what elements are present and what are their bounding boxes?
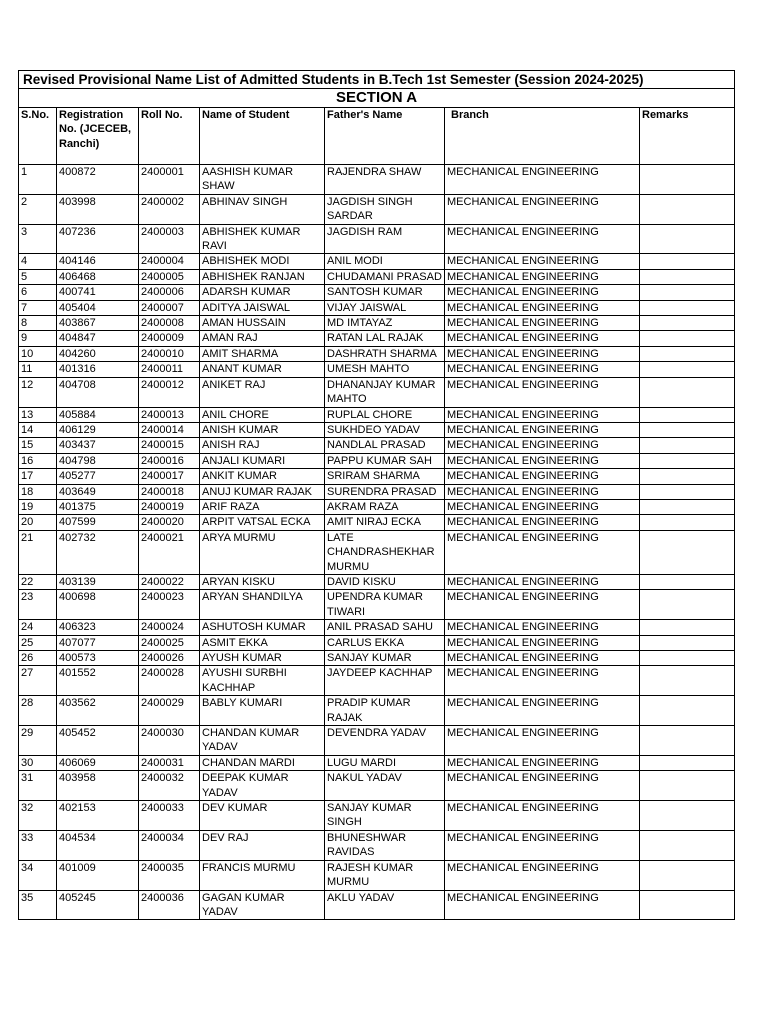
cell-sno: 26: [19, 651, 57, 666]
cell-remarks: [640, 890, 735, 920]
cell-father-name: CARLUS EKKA: [325, 635, 445, 650]
cell-branch: MECHANICAL ENGINEERING: [445, 484, 640, 499]
cell-roll: 2400033: [139, 801, 200, 831]
table-row: [19, 620, 735, 635]
table-row: [19, 860, 735, 890]
cell-branch: MECHANICAL ENGINEERING: [445, 194, 640, 224]
cell-roll: 2400031: [139, 755, 200, 770]
cell-branch: MECHANICAL ENGINEERING: [445, 269, 640, 284]
col-header-sno: S.No.: [19, 108, 57, 165]
cell-branch: MECHANICAL ENGINEERING: [445, 438, 640, 453]
cell-remarks: [640, 377, 735, 407]
table-row: [19, 499, 735, 514]
cell-remarks: [640, 269, 735, 284]
cell-roll: 2400020: [139, 515, 200, 530]
cell-father-name: PRADIP KUMAR RAJAK: [325, 696, 445, 726]
cell-branch: MECHANICAL ENGINEERING: [445, 407, 640, 422]
cell-remarks: [640, 438, 735, 453]
cell-student-name: ABHINAV SINGH: [200, 194, 325, 224]
cell-roll: 2400012: [139, 377, 200, 407]
cell-remarks: [640, 316, 735, 331]
col-header-roll: Roll No.: [139, 108, 200, 165]
cell-registration: 401316: [57, 362, 139, 377]
cell-sno: 21: [19, 530, 57, 574]
cell-sno: 34: [19, 860, 57, 890]
cell-registration: 403998: [57, 194, 139, 224]
cell-sno: 33: [19, 830, 57, 860]
cell-sno: 18: [19, 484, 57, 499]
cell-remarks: [640, 590, 735, 620]
cell-sno: 11: [19, 362, 57, 377]
cell-student-name: ABHISHEK MODI: [200, 254, 325, 269]
cell-registration: 406323: [57, 620, 139, 635]
cell-registration: 400573: [57, 651, 139, 666]
table-row: [19, 285, 735, 300]
cell-remarks: [640, 635, 735, 650]
cell-roll: 2400035: [139, 860, 200, 890]
cell-remarks: [640, 484, 735, 499]
cell-sno: 27: [19, 666, 57, 696]
cell-registration: 407236: [57, 224, 139, 254]
cell-branch: MECHANICAL ENGINEERING: [445, 453, 640, 468]
cell-branch: MECHANICAL ENGINEERING: [445, 726, 640, 756]
cell-registration: 400698: [57, 590, 139, 620]
cell-roll: 2400022: [139, 574, 200, 589]
cell-father-name: DEVENDRA YADAV: [325, 726, 445, 756]
cell-registration: 400741: [57, 285, 139, 300]
cell-registration: 402153: [57, 801, 139, 831]
cell-remarks: [640, 165, 735, 195]
cell-student-name: ADITYA JAISWAL: [200, 300, 325, 315]
cell-remarks: [640, 771, 735, 801]
cell-registration: 405404: [57, 300, 139, 315]
table-row: [19, 224, 735, 254]
cell-sno: 4: [19, 254, 57, 269]
cell-roll: 2400009: [139, 331, 200, 346]
cell-sno: 22: [19, 574, 57, 589]
cell-branch: MECHANICAL ENGINEERING: [445, 331, 640, 346]
cell-branch: MECHANICAL ENGINEERING: [445, 890, 640, 920]
cell-father-name: SRIRAM SHARMA: [325, 469, 445, 484]
table-row: [19, 269, 735, 284]
cell-remarks: [640, 346, 735, 361]
cell-remarks: [640, 362, 735, 377]
col-header-registration: Registration No. (JCECEB, Ranchi): [57, 108, 139, 165]
cell-sno: 29: [19, 726, 57, 756]
section-heading: SECTION A: [19, 89, 735, 108]
cell-roll: 2400036: [139, 890, 200, 920]
cell-student-name: ANIKET RAJ: [200, 377, 325, 407]
cell-student-name: GAGAN KUMAR YADAV: [200, 890, 325, 920]
col-header-father: Father's Name: [325, 108, 445, 165]
cell-roll: 2400005: [139, 269, 200, 284]
cell-student-name: ASMIT EKKA: [200, 635, 325, 650]
cell-remarks: [640, 726, 735, 756]
cell-registration: 404798: [57, 453, 139, 468]
cell-branch: MECHANICAL ENGINEERING: [445, 316, 640, 331]
cell-student-name: ARYAN SHANDILYA: [200, 590, 325, 620]
cell-remarks: [640, 830, 735, 860]
cell-registration: 403649: [57, 484, 139, 499]
table-row: [19, 194, 735, 224]
cell-father-name: RAJENDRA SHAW: [325, 165, 445, 195]
table-row: [19, 346, 735, 361]
cell-branch: MECHANICAL ENGINEERING: [445, 499, 640, 514]
cell-registration: 406129: [57, 422, 139, 437]
cell-roll: 2400016: [139, 453, 200, 468]
cell-branch: MECHANICAL ENGINEERING: [445, 635, 640, 650]
table-row: [19, 515, 735, 530]
cell-registration: 401375: [57, 499, 139, 514]
cell-sno: 28: [19, 696, 57, 726]
cell-student-name: ANISH RAJ: [200, 438, 325, 453]
cell-remarks: [640, 666, 735, 696]
cell-sno: 5: [19, 269, 57, 284]
cell-student-name: ARYA MURMU: [200, 530, 325, 574]
cell-student-name: AMIT SHARMA: [200, 346, 325, 361]
cell-roll: 2400029: [139, 696, 200, 726]
cell-father-name: ANIL MODI: [325, 254, 445, 269]
table-row: [19, 771, 735, 801]
cell-roll: 2400030: [139, 726, 200, 756]
cell-father-name: UMESH MAHTO: [325, 362, 445, 377]
cell-branch: MECHANICAL ENGINEERING: [445, 285, 640, 300]
cell-student-name: ARPIT VATSAL ECKA: [200, 515, 325, 530]
cell-remarks: [640, 331, 735, 346]
table-row: [19, 407, 735, 422]
table-row: [19, 300, 735, 315]
cell-student-name: AMAN RAJ: [200, 331, 325, 346]
cell-registration: 403139: [57, 574, 139, 589]
cell-student-name: ABHISHEK RANJAN: [200, 269, 325, 284]
cell-branch: MECHANICAL ENGINEERING: [445, 377, 640, 407]
table-row: [19, 726, 735, 756]
table-row: [19, 438, 735, 453]
cell-branch: MECHANICAL ENGINEERING: [445, 530, 640, 574]
cell-registration: 404534: [57, 830, 139, 860]
cell-roll: 2400008: [139, 316, 200, 331]
cell-student-name: DEV KUMAR: [200, 801, 325, 831]
cell-sno: 31: [19, 771, 57, 801]
cell-branch: MECHANICAL ENGINEERING: [445, 300, 640, 315]
table-row: [19, 651, 735, 666]
table-row: [19, 316, 735, 331]
cell-registration: 404146: [57, 254, 139, 269]
cell-registration: 407599: [57, 515, 139, 530]
cell-father-name: SANJAY KUMAR: [325, 651, 445, 666]
cell-father-name: SANTOSH KUMAR: [325, 285, 445, 300]
cell-remarks: [640, 755, 735, 770]
cell-sno: 2: [19, 194, 57, 224]
cell-roll: 2400013: [139, 407, 200, 422]
cell-student-name: ANJALI KUMARI: [200, 453, 325, 468]
cell-branch: MECHANICAL ENGINEERING: [445, 469, 640, 484]
cell-student-name: AYUSHI SURBHI KACHHAP: [200, 666, 325, 696]
table-row: [19, 755, 735, 770]
cell-roll: 2400002: [139, 194, 200, 224]
cell-roll: 2400024: [139, 620, 200, 635]
cell-branch: MECHANICAL ENGINEERING: [445, 590, 640, 620]
cell-remarks: [640, 422, 735, 437]
cell-remarks: [640, 696, 735, 726]
cell-sno: 19: [19, 499, 57, 514]
cell-father-name: BHUNESHWAR RAVIDAS: [325, 830, 445, 860]
cell-father-name: DASHRATH SHARMA: [325, 346, 445, 361]
cell-roll: 2400028: [139, 666, 200, 696]
cell-student-name: ARYAN KISKU: [200, 574, 325, 589]
cell-remarks: [640, 469, 735, 484]
cell-registration: 403562: [57, 696, 139, 726]
cell-branch: MECHANICAL ENGINEERING: [445, 254, 640, 269]
cell-branch: MECHANICAL ENGINEERING: [445, 771, 640, 801]
cell-roll: 2400025: [139, 635, 200, 650]
cell-registration: 404260: [57, 346, 139, 361]
cell-student-name: ADARSH KUMAR: [200, 285, 325, 300]
cell-registration: 404847: [57, 331, 139, 346]
cell-sno: 20: [19, 515, 57, 530]
cell-registration: 406069: [57, 755, 139, 770]
cell-sno: 32: [19, 801, 57, 831]
table-row: [19, 377, 735, 407]
cell-registration: 405245: [57, 890, 139, 920]
cell-student-name: CHANDAN KUMAR YADAV: [200, 726, 325, 756]
cell-father-name: DHANANJAY KUMAR MAHTO: [325, 377, 445, 407]
cell-branch: MECHANICAL ENGINEERING: [445, 362, 640, 377]
cell-branch: MECHANICAL ENGINEERING: [445, 224, 640, 254]
cell-sno: 1: [19, 165, 57, 195]
cell-branch: MECHANICAL ENGINEERING: [445, 801, 640, 831]
cell-sno: 16: [19, 453, 57, 468]
table-row: [19, 574, 735, 589]
cell-branch: MECHANICAL ENGINEERING: [445, 666, 640, 696]
cell-registration: 404708: [57, 377, 139, 407]
cell-registration: 405277: [57, 469, 139, 484]
cell-sno: 12: [19, 377, 57, 407]
cell-sno: 6: [19, 285, 57, 300]
cell-roll: 2400011: [139, 362, 200, 377]
cell-remarks: [640, 530, 735, 574]
cell-registration: 406468: [57, 269, 139, 284]
cell-remarks: [640, 515, 735, 530]
cell-student-name: ANKIT KUMAR: [200, 469, 325, 484]
table-row: [19, 453, 735, 468]
cell-registration: 405452: [57, 726, 139, 756]
cell-father-name: NAKUL YADAV: [325, 771, 445, 801]
cell-branch: MECHANICAL ENGINEERING: [445, 696, 640, 726]
cell-student-name: ANANT KUMAR: [200, 362, 325, 377]
cell-father-name: VIJAY JAISWAL: [325, 300, 445, 315]
cell-sno: 13: [19, 407, 57, 422]
cell-registration: 403958: [57, 771, 139, 801]
table-row: [19, 635, 735, 650]
cell-father-name: LUGU MARDI: [325, 755, 445, 770]
cell-father-name: SUKHDEO YADAV: [325, 422, 445, 437]
table-row: [19, 484, 735, 499]
cell-roll: 2400010: [139, 346, 200, 361]
cell-remarks: [640, 620, 735, 635]
cell-registration: 402732: [57, 530, 139, 574]
cell-father-name: RAJESH KUMAR MURMU: [325, 860, 445, 890]
cell-branch: MECHANICAL ENGINEERING: [445, 346, 640, 361]
table-row: [19, 254, 735, 269]
cell-remarks: [640, 574, 735, 589]
cell-father-name: DAVID KISKU: [325, 574, 445, 589]
cell-branch: MECHANICAL ENGINEERING: [445, 574, 640, 589]
cell-father-name: JAGDISH RAM: [325, 224, 445, 254]
table-row: [19, 801, 735, 831]
cell-sno: 30: [19, 755, 57, 770]
cell-father-name: AMIT NIRAJ ECKA: [325, 515, 445, 530]
col-header-branch: Branch: [445, 108, 640, 165]
cell-remarks: [640, 801, 735, 831]
cell-student-name: AASHISH KUMAR SHAW: [200, 165, 325, 195]
cell-student-name: DEV RAJ: [200, 830, 325, 860]
cell-father-name: JAGDISH SINGH SARDAR: [325, 194, 445, 224]
cell-sno: 17: [19, 469, 57, 484]
cell-sno: 14: [19, 422, 57, 437]
cell-father-name: RUPLAL CHORE: [325, 407, 445, 422]
cell-registration: 403867: [57, 316, 139, 331]
cell-sno: 24: [19, 620, 57, 635]
cell-student-name: ANUJ KUMAR RAJAK: [200, 484, 325, 499]
cell-registration: 400872: [57, 165, 139, 195]
table-row: [19, 696, 735, 726]
cell-roll: 2400023: [139, 590, 200, 620]
cell-branch: MECHANICAL ENGINEERING: [445, 515, 640, 530]
cell-roll: 2400015: [139, 438, 200, 453]
table-row: [19, 890, 735, 920]
cell-sno: 25: [19, 635, 57, 650]
cell-roll: 2400001: [139, 165, 200, 195]
cell-student-name: AYUSH KUMAR: [200, 651, 325, 666]
cell-remarks: [640, 860, 735, 890]
cell-father-name: MD IMTAYAZ: [325, 316, 445, 331]
table-row: [19, 422, 735, 437]
cell-father-name: AKRAM RAZA: [325, 499, 445, 514]
cell-registration: 407077: [57, 635, 139, 650]
cell-student-name: FRANCIS MURMU: [200, 860, 325, 890]
cell-remarks: [640, 499, 735, 514]
cell-father-name: AKLU YADAV: [325, 890, 445, 920]
table-row: [19, 590, 735, 620]
cell-father-name: NANDLAL PRASAD: [325, 438, 445, 453]
table-row: [19, 830, 735, 860]
cell-sno: 9: [19, 331, 57, 346]
cell-father-name: SURENDRA PRASAD: [325, 484, 445, 499]
cell-roll: 2400026: [139, 651, 200, 666]
cell-branch: MECHANICAL ENGINEERING: [445, 860, 640, 890]
cell-remarks: [640, 453, 735, 468]
cell-father-name: LATE CHANDRASHEKHAR MURMU: [325, 530, 445, 574]
col-header-remarks: Remarks: [640, 108, 735, 165]
cell-sno: 8: [19, 316, 57, 331]
cell-branch: MECHANICAL ENGINEERING: [445, 830, 640, 860]
cell-remarks: [640, 224, 735, 254]
cell-roll: 2400006: [139, 285, 200, 300]
cell-roll: 2400003: [139, 224, 200, 254]
cell-remarks: [640, 194, 735, 224]
cell-branch: MECHANICAL ENGINEERING: [445, 755, 640, 770]
cell-sno: 23: [19, 590, 57, 620]
cell-father-name: CHUDAMANI PRASAD: [325, 269, 445, 284]
cell-student-name: ARIF RAZA: [200, 499, 325, 514]
cell-roll: 2400021: [139, 530, 200, 574]
cell-father-name: ANIL PRASAD SAHU: [325, 620, 445, 635]
cell-roll: 2400007: [139, 300, 200, 315]
cell-remarks: [640, 285, 735, 300]
title-row: [19, 71, 735, 89]
cell-roll: 2400017: [139, 469, 200, 484]
cell-registration: 403437: [57, 438, 139, 453]
table-row: [19, 530, 735, 574]
cell-registration: 405884: [57, 407, 139, 422]
cell-sno: 15: [19, 438, 57, 453]
cell-roll: 2400034: [139, 830, 200, 860]
cell-roll: 2400018: [139, 484, 200, 499]
cell-student-name: AMAN HUSSAIN: [200, 316, 325, 331]
cell-remarks: [640, 407, 735, 422]
cell-student-name: ANIL CHORE: [200, 407, 325, 422]
cell-remarks: [640, 651, 735, 666]
cell-student-name: BABLY KUMARI: [200, 696, 325, 726]
section-row: [19, 89, 735, 108]
cell-father-name: JAYDEEP KACHHAP: [325, 666, 445, 696]
cell-student-name: DEEPAK KUMAR YADAV: [200, 771, 325, 801]
cell-student-name: CHANDAN MARDI: [200, 755, 325, 770]
cell-roll: 2400019: [139, 499, 200, 514]
cell-roll: 2400014: [139, 422, 200, 437]
cell-roll: 2400032: [139, 771, 200, 801]
cell-father-name: UPENDRA KUMAR TIWARI: [325, 590, 445, 620]
cell-remarks: [640, 300, 735, 315]
table-row: [19, 165, 735, 195]
cell-student-name: ANISH KUMAR: [200, 422, 325, 437]
cell-father-name: RATAN LAL RAJAK: [325, 331, 445, 346]
table-row: [19, 331, 735, 346]
cell-remarks: [640, 254, 735, 269]
student-list-table: [18, 70, 735, 920]
cell-branch: MECHANICAL ENGINEERING: [445, 422, 640, 437]
cell-father-name: SANJAY KUMAR SINGH: [325, 801, 445, 831]
cell-sno: 10: [19, 346, 57, 361]
cell-branch: MECHANICAL ENGINEERING: [445, 620, 640, 635]
col-header-name: Name of Student: [200, 108, 325, 165]
document-title: Revised Provisional Name List of Admitted Students in B.Tech 1st Semester (Session 2024-2025): [19, 71, 735, 89]
cell-branch: MECHANICAL ENGINEERING: [445, 651, 640, 666]
table-row: [19, 666, 735, 696]
cell-roll: 2400004: [139, 254, 200, 269]
cell-student-name: ABHISHEK KUMAR RAVI: [200, 224, 325, 254]
cell-registration: 401009: [57, 860, 139, 890]
cell-father-name: PAPPU KUMAR SAH: [325, 453, 445, 468]
table-row: [19, 362, 735, 377]
cell-branch: MECHANICAL ENGINEERING: [445, 165, 640, 195]
column-header-row: [19, 108, 735, 165]
cell-sno: 35: [19, 890, 57, 920]
cell-sno: 7: [19, 300, 57, 315]
table-row: [19, 469, 735, 484]
cell-registration: 401552: [57, 666, 139, 696]
cell-sno: 3: [19, 224, 57, 254]
cell-student-name: ASHUTOSH KUMAR: [200, 620, 325, 635]
